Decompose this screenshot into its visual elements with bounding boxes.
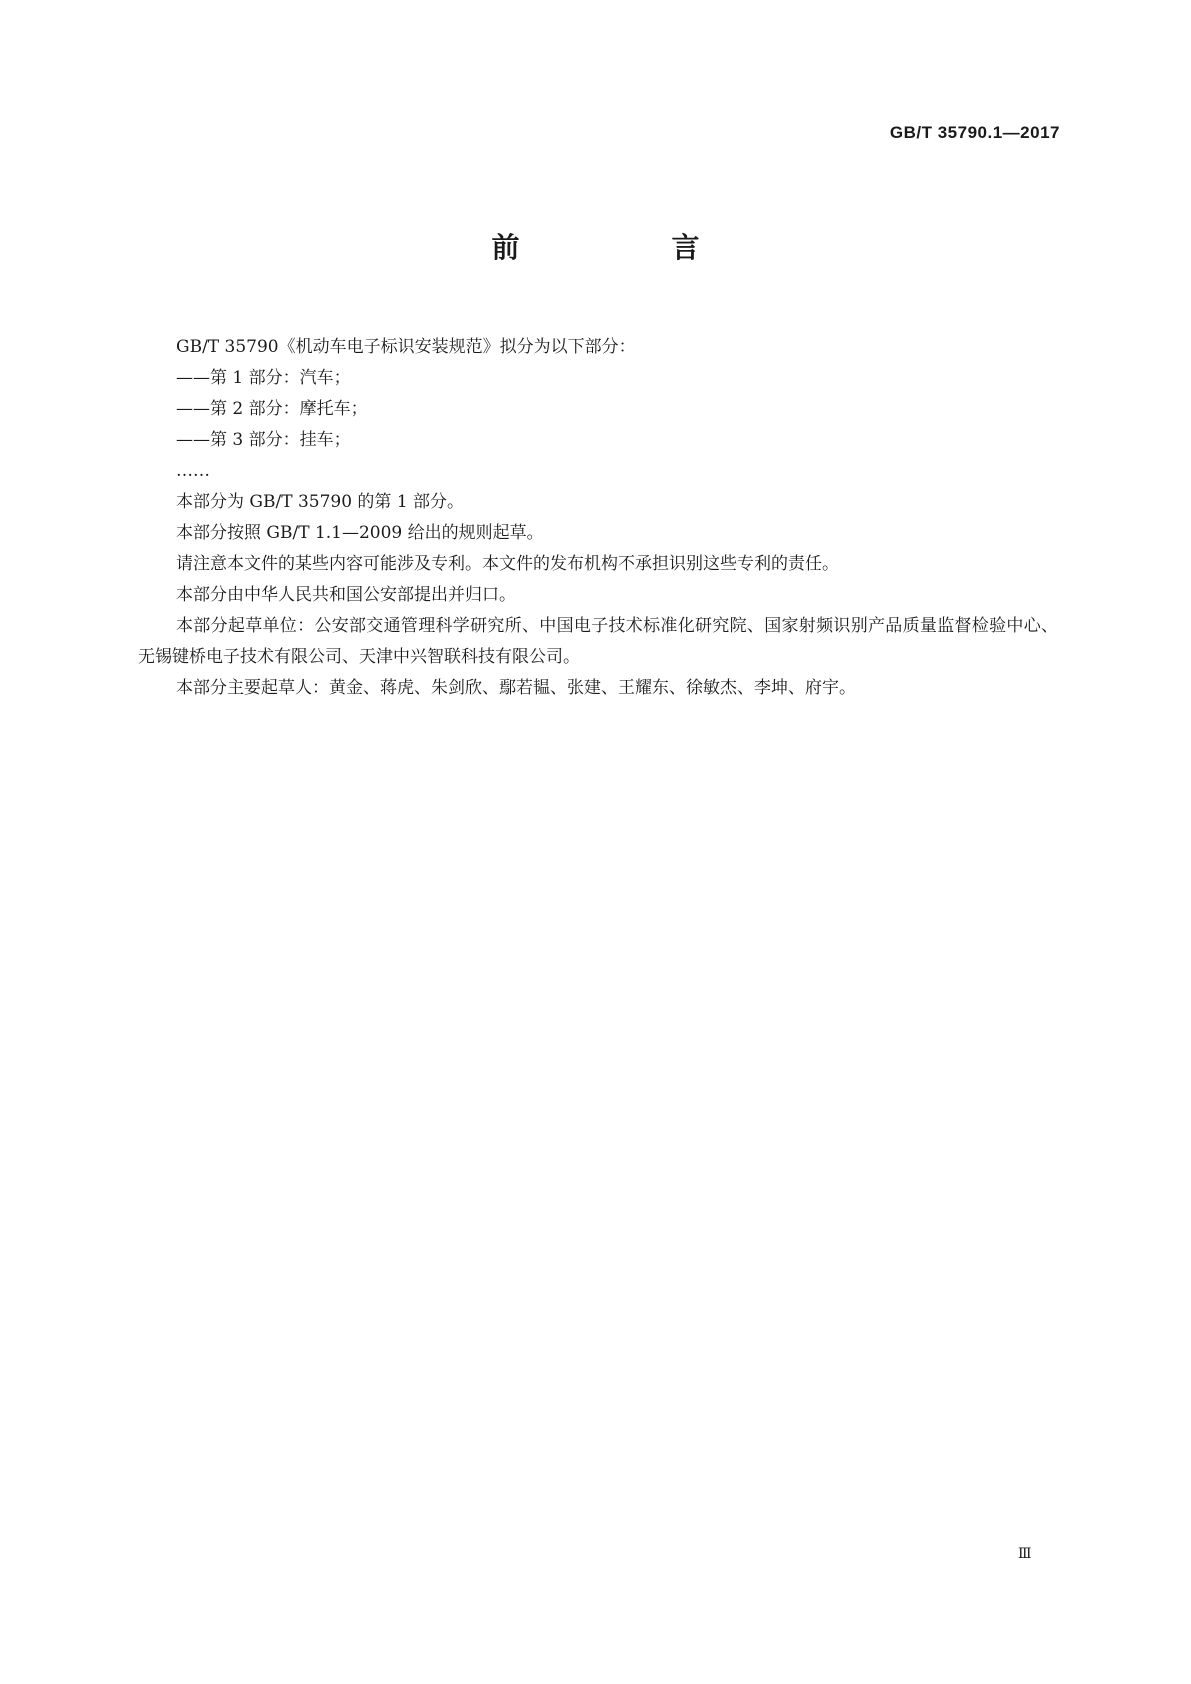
paragraph-ellipsis: …… [176, 461, 210, 481]
page-title: 前 言 [491, 231, 762, 264]
page-number: Ⅲ [1018, 1546, 1032, 1562]
paragraph-drafting-units: 本部分起草单位：公安部交通管理科学研究所、中国电子技术标准化研究院、国家射频识别产品质量监督检验中心、无锡键桥电子技术有限公司、天津中兴智联科技有限公司。 [138, 616, 1058, 667]
paragraph-part-3: ——第 3 部分：挂车； [176, 430, 351, 450]
paragraph-drafters: 本部分主要起草人：黄金、蒋虎、朱剑欣、鄢若韫、张建、王耀东、徐敏杰、李坤、府宇。 [176, 678, 856, 698]
paragraph-parts-intro: GB/T 35790《机动车电子标识安装规范》拟分为以下部分： [176, 337, 636, 357]
paragraph-patent-notice: 请注意本文件的某些内容可能涉及专利。本文件的发布机构不承担识别这些专利的责任。 [176, 554, 839, 574]
paragraph-this-part: 本部分为 GB/T 35790 的第 1 部分。 [176, 492, 465, 512]
paragraph-proposer: 本部分由中华人民共和国公安部提出并归口。 [176, 585, 516, 605]
paragraph-drafting-rules: 本部分按照 GB/T 1.1—2009 给出的规则起草。 [176, 523, 544, 543]
standard-code: GB/T 35790.1—2017 [889, 123, 1060, 142]
paragraph-part-1: ——第 1 部分：汽车； [176, 368, 351, 388]
paragraph-part-2: ——第 2 部分：摩托车； [176, 399, 368, 419]
foreword-body [138, 332, 1058, 704]
